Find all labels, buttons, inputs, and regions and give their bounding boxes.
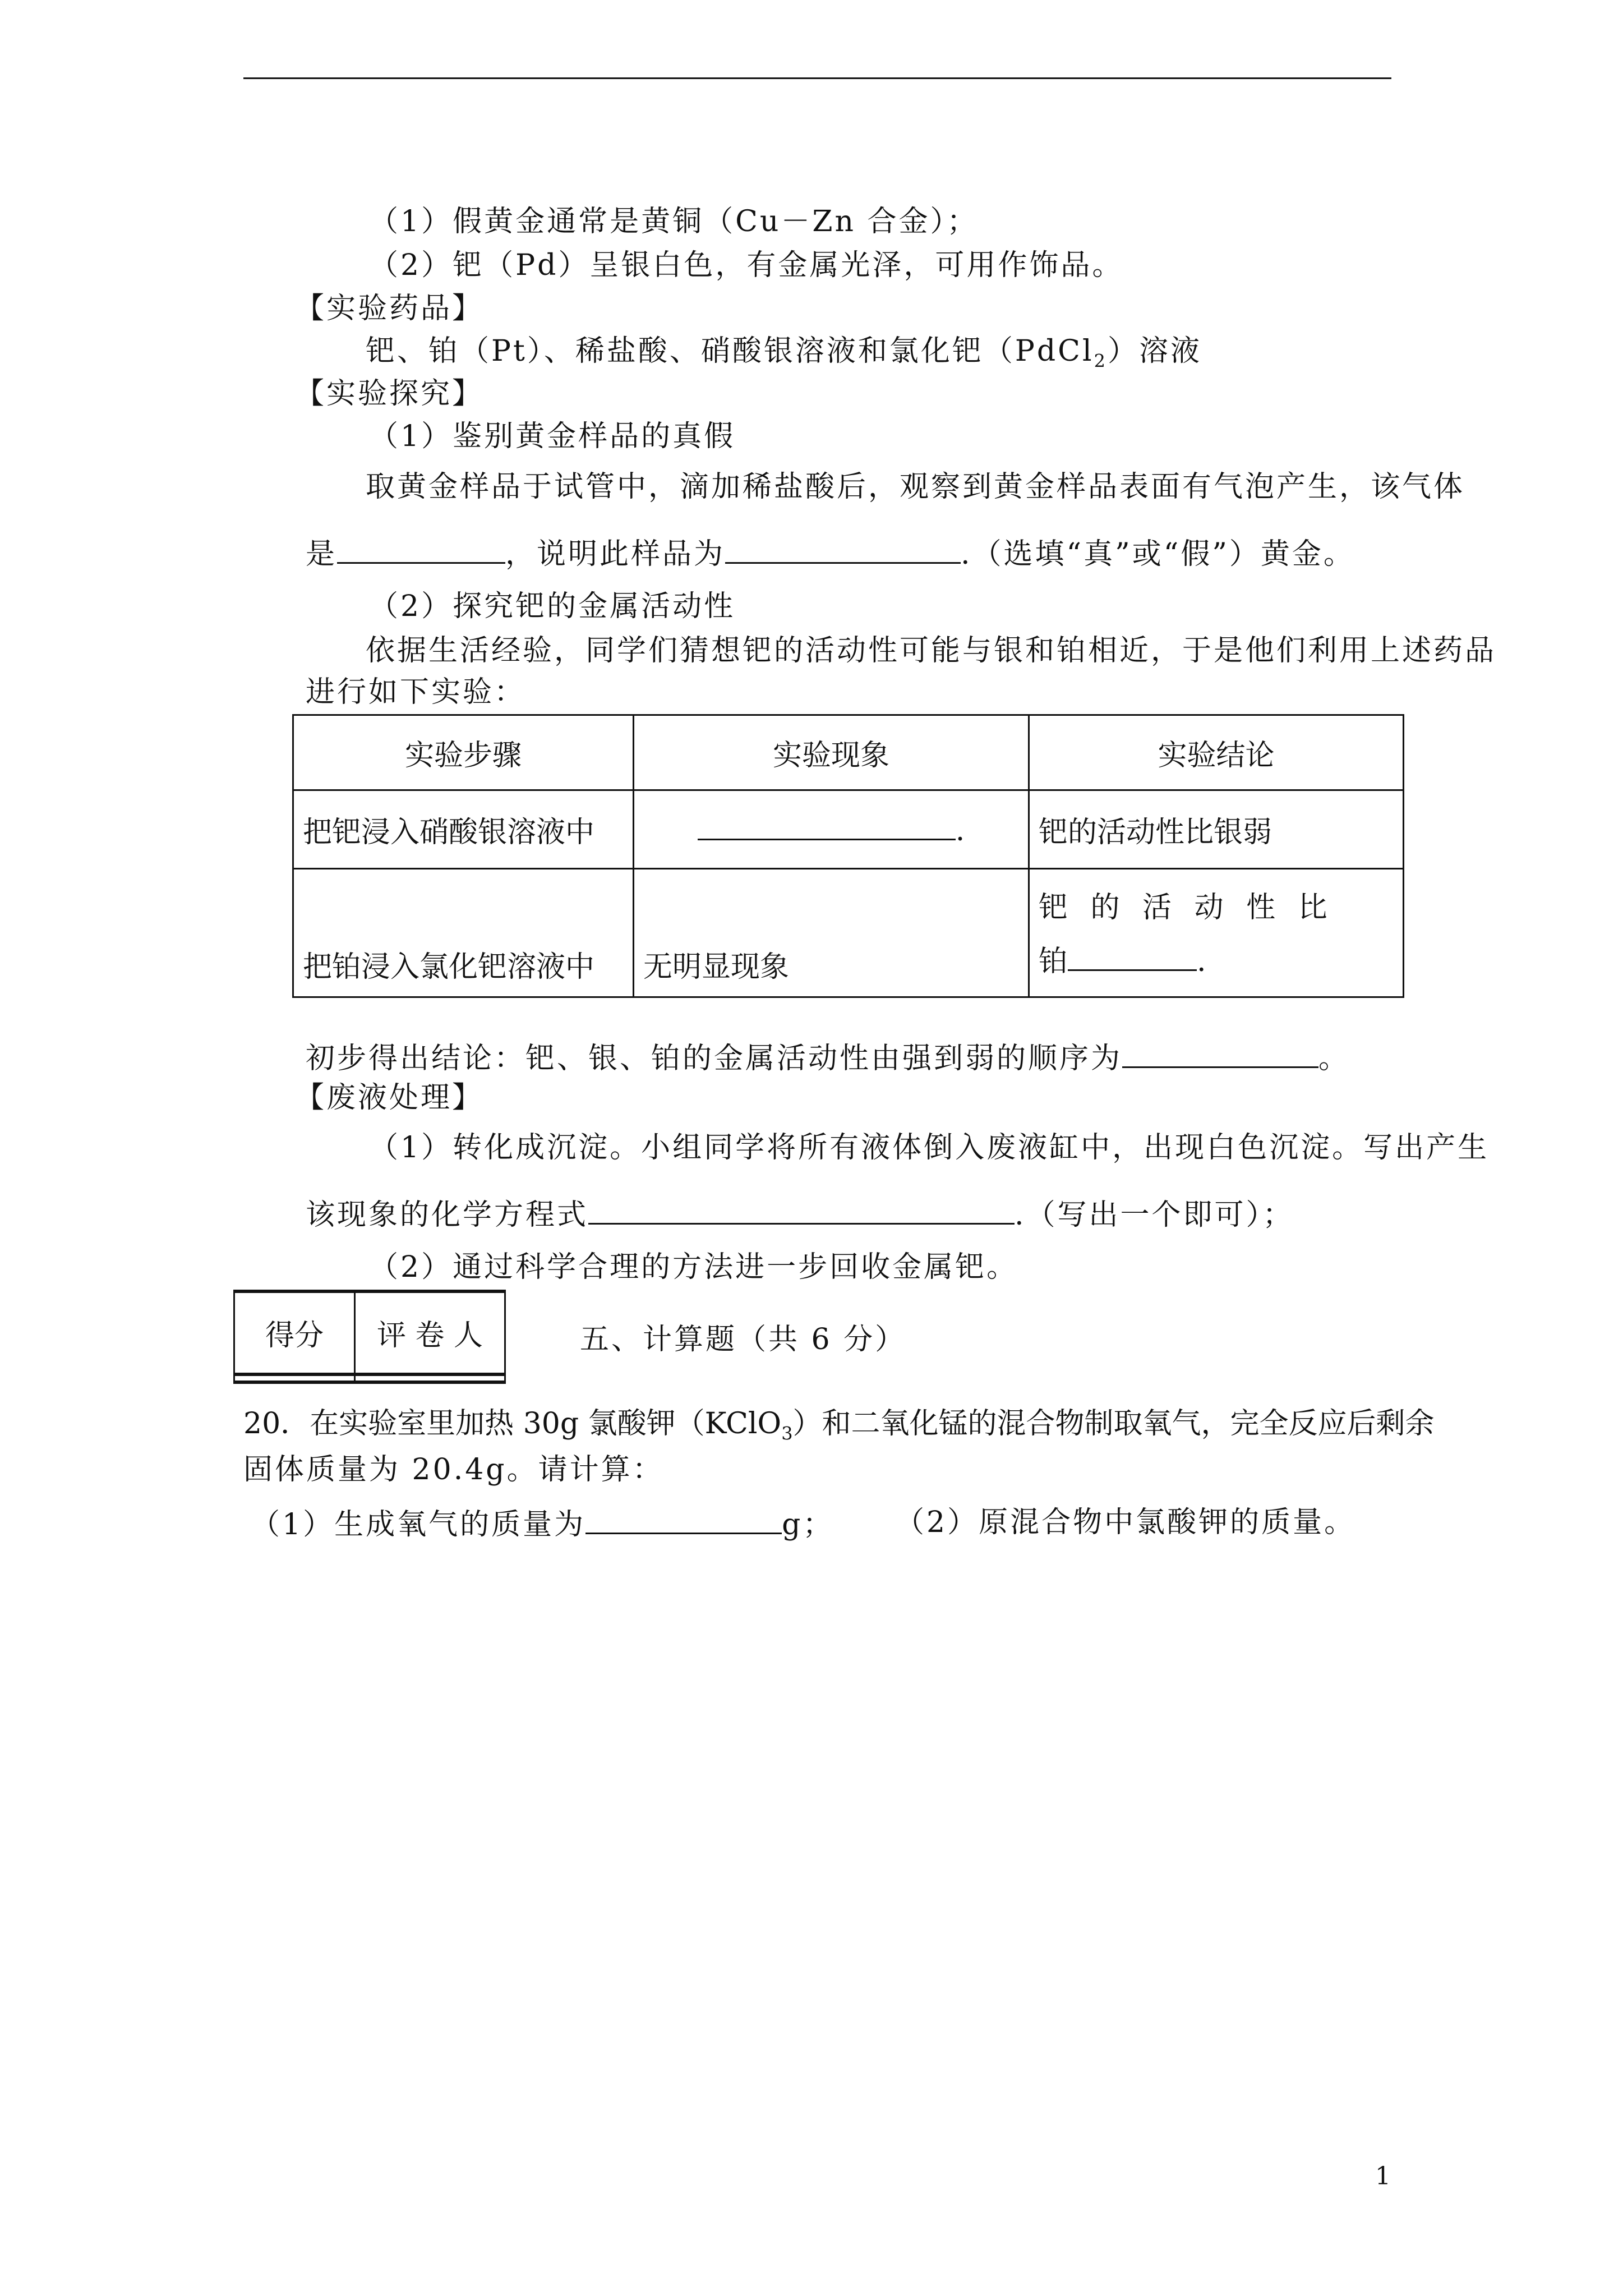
explore-heading: 【实验探究】	[295, 377, 484, 411]
part1-line1: 取黄金样品于试管中，滴加稀盐酸后，观察到黄金样品表面有气泡产生，该气体	[366, 470, 1465, 504]
oxygen-mass-blank[interactable]	[585, 1506, 782, 1534]
subscript: 3	[781, 1423, 793, 1444]
row1-phenomenon	[634, 790, 1029, 869]
gas-blank[interactable]	[337, 535, 505, 564]
q20-line1	[243, 1407, 1435, 1450]
text: （1）生成氧气的质量为	[251, 1508, 586, 1542]
reagents-text: 钯、铂（Pt）、稀盐酸、硝酸银溶液和氯化钯（PdCl	[366, 334, 1094, 368]
conclusion-blank[interactable]	[1068, 942, 1197, 971]
row2-step: 把铂浸入氯化钯溶液中	[293, 869, 634, 997]
header-conclusion: 实验结论	[1029, 715, 1404, 790]
text: 是	[306, 537, 338, 571]
intro-item-2: （2）钯（Pd）呈银白色，有金属光泽，可用作饰品。	[369, 249, 1124, 282]
part1-line2	[306, 535, 1355, 571]
table-header-row	[293, 715, 1404, 790]
score-cell[interactable]	[234, 1374, 355, 1382]
text: ，说明此样品为	[505, 537, 726, 571]
section5-title: 五、计算题（共 6 分）	[580, 1323, 907, 1356]
part1-title: （1）鉴别黄金样品的真假	[369, 420, 736, 453]
reagents-heading: 【实验药品】	[295, 292, 484, 325]
waste-item1-line2	[306, 1196, 1294, 1232]
experiment-table	[292, 714, 1404, 998]
subscript: 2	[1094, 350, 1108, 372]
grader-label: 评 卷 人	[355, 1291, 505, 1374]
text: 初步得出结论：钯、银、铂的金属活动性由强到弱的顺序为	[306, 1042, 1123, 1075]
text: .	[1197, 945, 1206, 978]
table-row	[293, 790, 1404, 869]
waste-item2: （2）通过科学合理的方法进一步回收金属钯。	[369, 1250, 1018, 1284]
page-number: 1	[1375, 2162, 1393, 2191]
text: .	[955, 813, 965, 848]
phenomenon-blank[interactable]	[698, 812, 956, 840]
row1-conclusion: 钯的活动性比银弱	[1029, 790, 1404, 869]
text: g；	[782, 1508, 834, 1542]
true-false-blank[interactable]	[725, 535, 961, 564]
text: 钯 的 活 动 性 比	[1039, 891, 1334, 924]
part2-line2: 进行如下实验：	[306, 675, 526, 709]
table-row	[293, 869, 1404, 997]
q20-part1	[251, 1506, 834, 1542]
order-blank[interactable]	[1122, 1039, 1318, 1068]
preliminary-conclusion	[306, 1039, 1350, 1075]
header-step: 实验步骤	[293, 715, 634, 790]
reagents-list	[366, 334, 1202, 378]
row2-conclusion	[1029, 869, 1404, 997]
text: 。	[1318, 1042, 1350, 1075]
grader-cell[interactable]	[355, 1374, 505, 1382]
score-box	[233, 1290, 506, 1384]
part2-line1: 依据生活经验，同学们猜想钯的活动性可能与银和铂相近，于是他们利用上述药品	[366, 634, 1497, 668]
row2-phenomenon: 无明显现象	[634, 869, 1029, 997]
reagents-text-end: ）溶液	[1107, 334, 1202, 368]
text: .（写出一个即可）；	[1015, 1198, 1294, 1232]
part2-title: （2）探究钯的金属活动性	[369, 590, 736, 623]
waste-item1-line1: （1）转化成沉淀。小组同学将所有液体倒入废液缸中，出现白色沉淀。写出产生	[369, 1131, 1490, 1165]
equation-blank[interactable]	[588, 1196, 1015, 1225]
header-phenomenon: 实验现象	[634, 715, 1029, 790]
text: 该现象的化学方程式	[306, 1198, 589, 1232]
text: ）和二氧化锰的混合物制取氧气，完全反应后剩余	[792, 1407, 1435, 1441]
row1-step: 把钯浸入硝酸银溶液中	[293, 790, 634, 869]
q20-line2: 固体质量为 20.4g。请计算：	[243, 1453, 664, 1487]
waste-heading: 【废液处理】	[295, 1081, 484, 1115]
text: 铂	[1039, 945, 1068, 978]
score-label: 得分	[234, 1291, 355, 1374]
intro-item-1: （1）假黄金通常是黄铜（Cu－Zn 合金）；	[369, 205, 979, 238]
text: 20．在实验室里加热 30g 氯酸钾（KClO	[243, 1407, 782, 1441]
q20-part2: （2）原混合物中氯酸钾的质量。	[895, 1506, 1356, 1539]
header-rule	[243, 77, 1391, 79]
text: .（选填“真”或“假”）黄金。	[961, 537, 1355, 571]
